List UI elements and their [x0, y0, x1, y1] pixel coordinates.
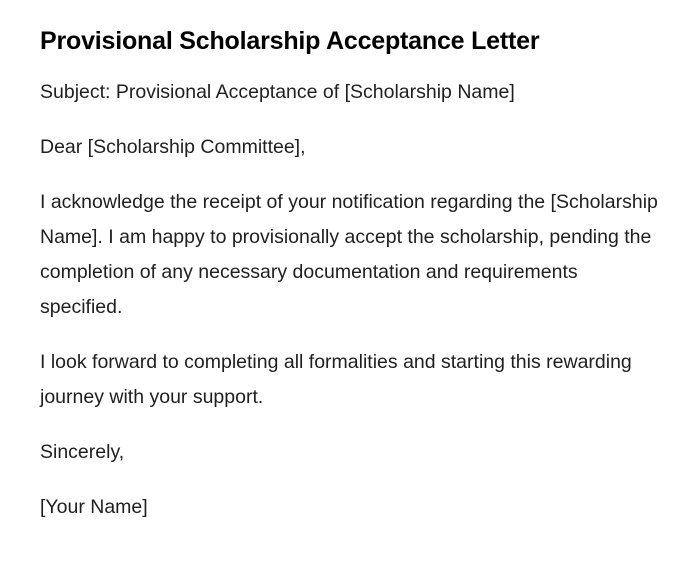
letter-paragraph-acknowledgement: I acknowledge the receipt of your notification regarding the [Scholarship Name]. I am happy to provisionally accept the scholarship, pending the completion of any necessary documentation and requirements specified. [40, 191, 658, 318]
letter-subject: Subject: Provisional Acceptance of [Scholarship Name] [40, 81, 515, 103]
letter-signature: [Your Name] [40, 496, 148, 518]
letter-paragraph-closing-remarks: I look forward to completing all formalities and starting this rewarding journey with your support. [40, 351, 632, 408]
letter-closing: Sincerely, [40, 441, 125, 463]
letter-title: Provisional Scholarship Acceptance Letter [40, 27, 540, 55]
letter-greeting: Dear [Scholarship Committee], [40, 136, 306, 158]
